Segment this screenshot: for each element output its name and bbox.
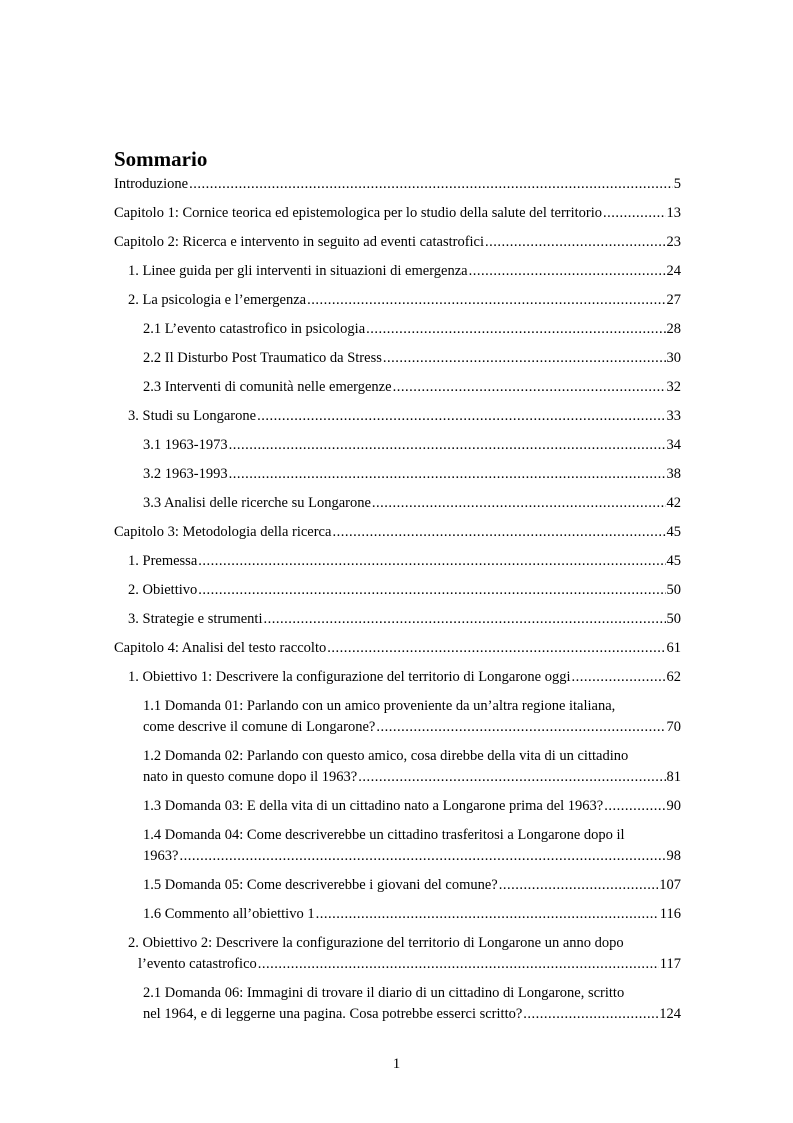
toc-entry[interactable]: Capitolo 3: Metodologia della ricerca ..... 45 <box>114 522 681 543</box>
toc-entry[interactable]: 3.2 1963-1993 ..... 38 <box>114 464 681 485</box>
toc-entry[interactable]: 3. Studi su Longarone ..... 33 <box>114 406 681 427</box>
toc-entry[interactable]: 2.1 Domanda 06: Immagini di trovare il diario di un cittadino di Longarone, scritto nel 1964, e di leggerne una pagina. Cosa potrebbe esserci scritto? ..... 124 <box>114 983 681 1025</box>
toc-entry[interactable]: Capitolo 1: Cornice teorica ed epistemologica per lo studio della salute del territorio ..... 13 <box>114 203 681 224</box>
toc-entry[interactable]: 2. Obiettivo 2: Descrivere la configurazione del territorio di Longarone un anno dopo l’evento catastrofico ..... 117 <box>114 933 681 975</box>
toc-entry[interactable]: 1. Linee guida per gli interventi in situazioni di emergenza ..... 24 <box>114 261 681 282</box>
toc-entry[interactable]: 1.5 Domanda 05: Come descriverebbe i giovani del comune? ..... 107 <box>114 875 681 896</box>
toc-entry[interactable]: 3.1 1963-1973 ..... 34 <box>114 435 681 456</box>
toc-entry[interactable]: 1.2 Domanda 02: Parlando con questo amico, cosa direbbe della vita di un cittadino nato in questo comune dopo il 1963? ..... 81 <box>114 746 681 788</box>
toc-entry[interactable]: 2.3 Interventi di comunità nelle emergenze ..... 32 <box>114 377 681 398</box>
toc-entry[interactable]: 2. La psicologia e l’emergenza ..... 27 <box>114 290 681 311</box>
toc-entry[interactable]: 2.2 Il Disturbo Post Traumatico da Stress ..... 30 <box>114 348 681 369</box>
toc-entry[interactable]: 1.1 Domanda 01: Parlando con un amico proveniente da un’altra regione italiana, come descrive il comune di Longarone? ..... 70 <box>114 696 681 738</box>
toc-entry[interactable]: 3.3 Analisi delle ricerche su Longarone ..... 42 <box>114 493 681 514</box>
toc-entry[interactable]: Capitolo 4: Analisi del testo raccolto ..... 61 <box>114 638 681 659</box>
toc-entry[interactable]: 1.4 Domanda 04: Come descriverebbe un cittadino trasferitosi a Longarone dopo il 1963? ..... 98 <box>114 825 681 867</box>
toc-title: Sommario <box>114 147 208 171</box>
toc-entry[interactable]: 1. Premessa ..... 45 <box>114 551 681 572</box>
toc-entry[interactable]: Introduzione ..... 5 <box>114 174 681 195</box>
toc-entry[interactable]: 2.1 L’evento catastrofico in psicologia ..... 28 <box>114 319 681 340</box>
toc-entry[interactable]: 3. Strategie e strumenti ..... 50 <box>114 609 681 630</box>
toc-entry[interactable]: 1.6 Commento all’obiettivo 1 ..... 116 <box>114 904 681 925</box>
toc-entry[interactable]: 2. Obiettivo ..... 50 <box>114 580 681 601</box>
page-number: 1 <box>392 1056 401 1072</box>
toc-entry[interactable]: Capitolo 2: Ricerca e intervento in seguito ad eventi catastrofici ..... 23 <box>114 232 681 253</box>
toc-entry[interactable]: 1. Obiettivo 1: Descrivere la configurazione del territorio di Longarone oggi ..... 62 <box>114 667 681 688</box>
table-of-contents <box>114 174 681 1033</box>
toc-entry[interactable]: 1.3 Domanda 03: E della vita di un cittadino nato a Longarone prima del 1963? ..... 90 <box>114 796 681 817</box>
